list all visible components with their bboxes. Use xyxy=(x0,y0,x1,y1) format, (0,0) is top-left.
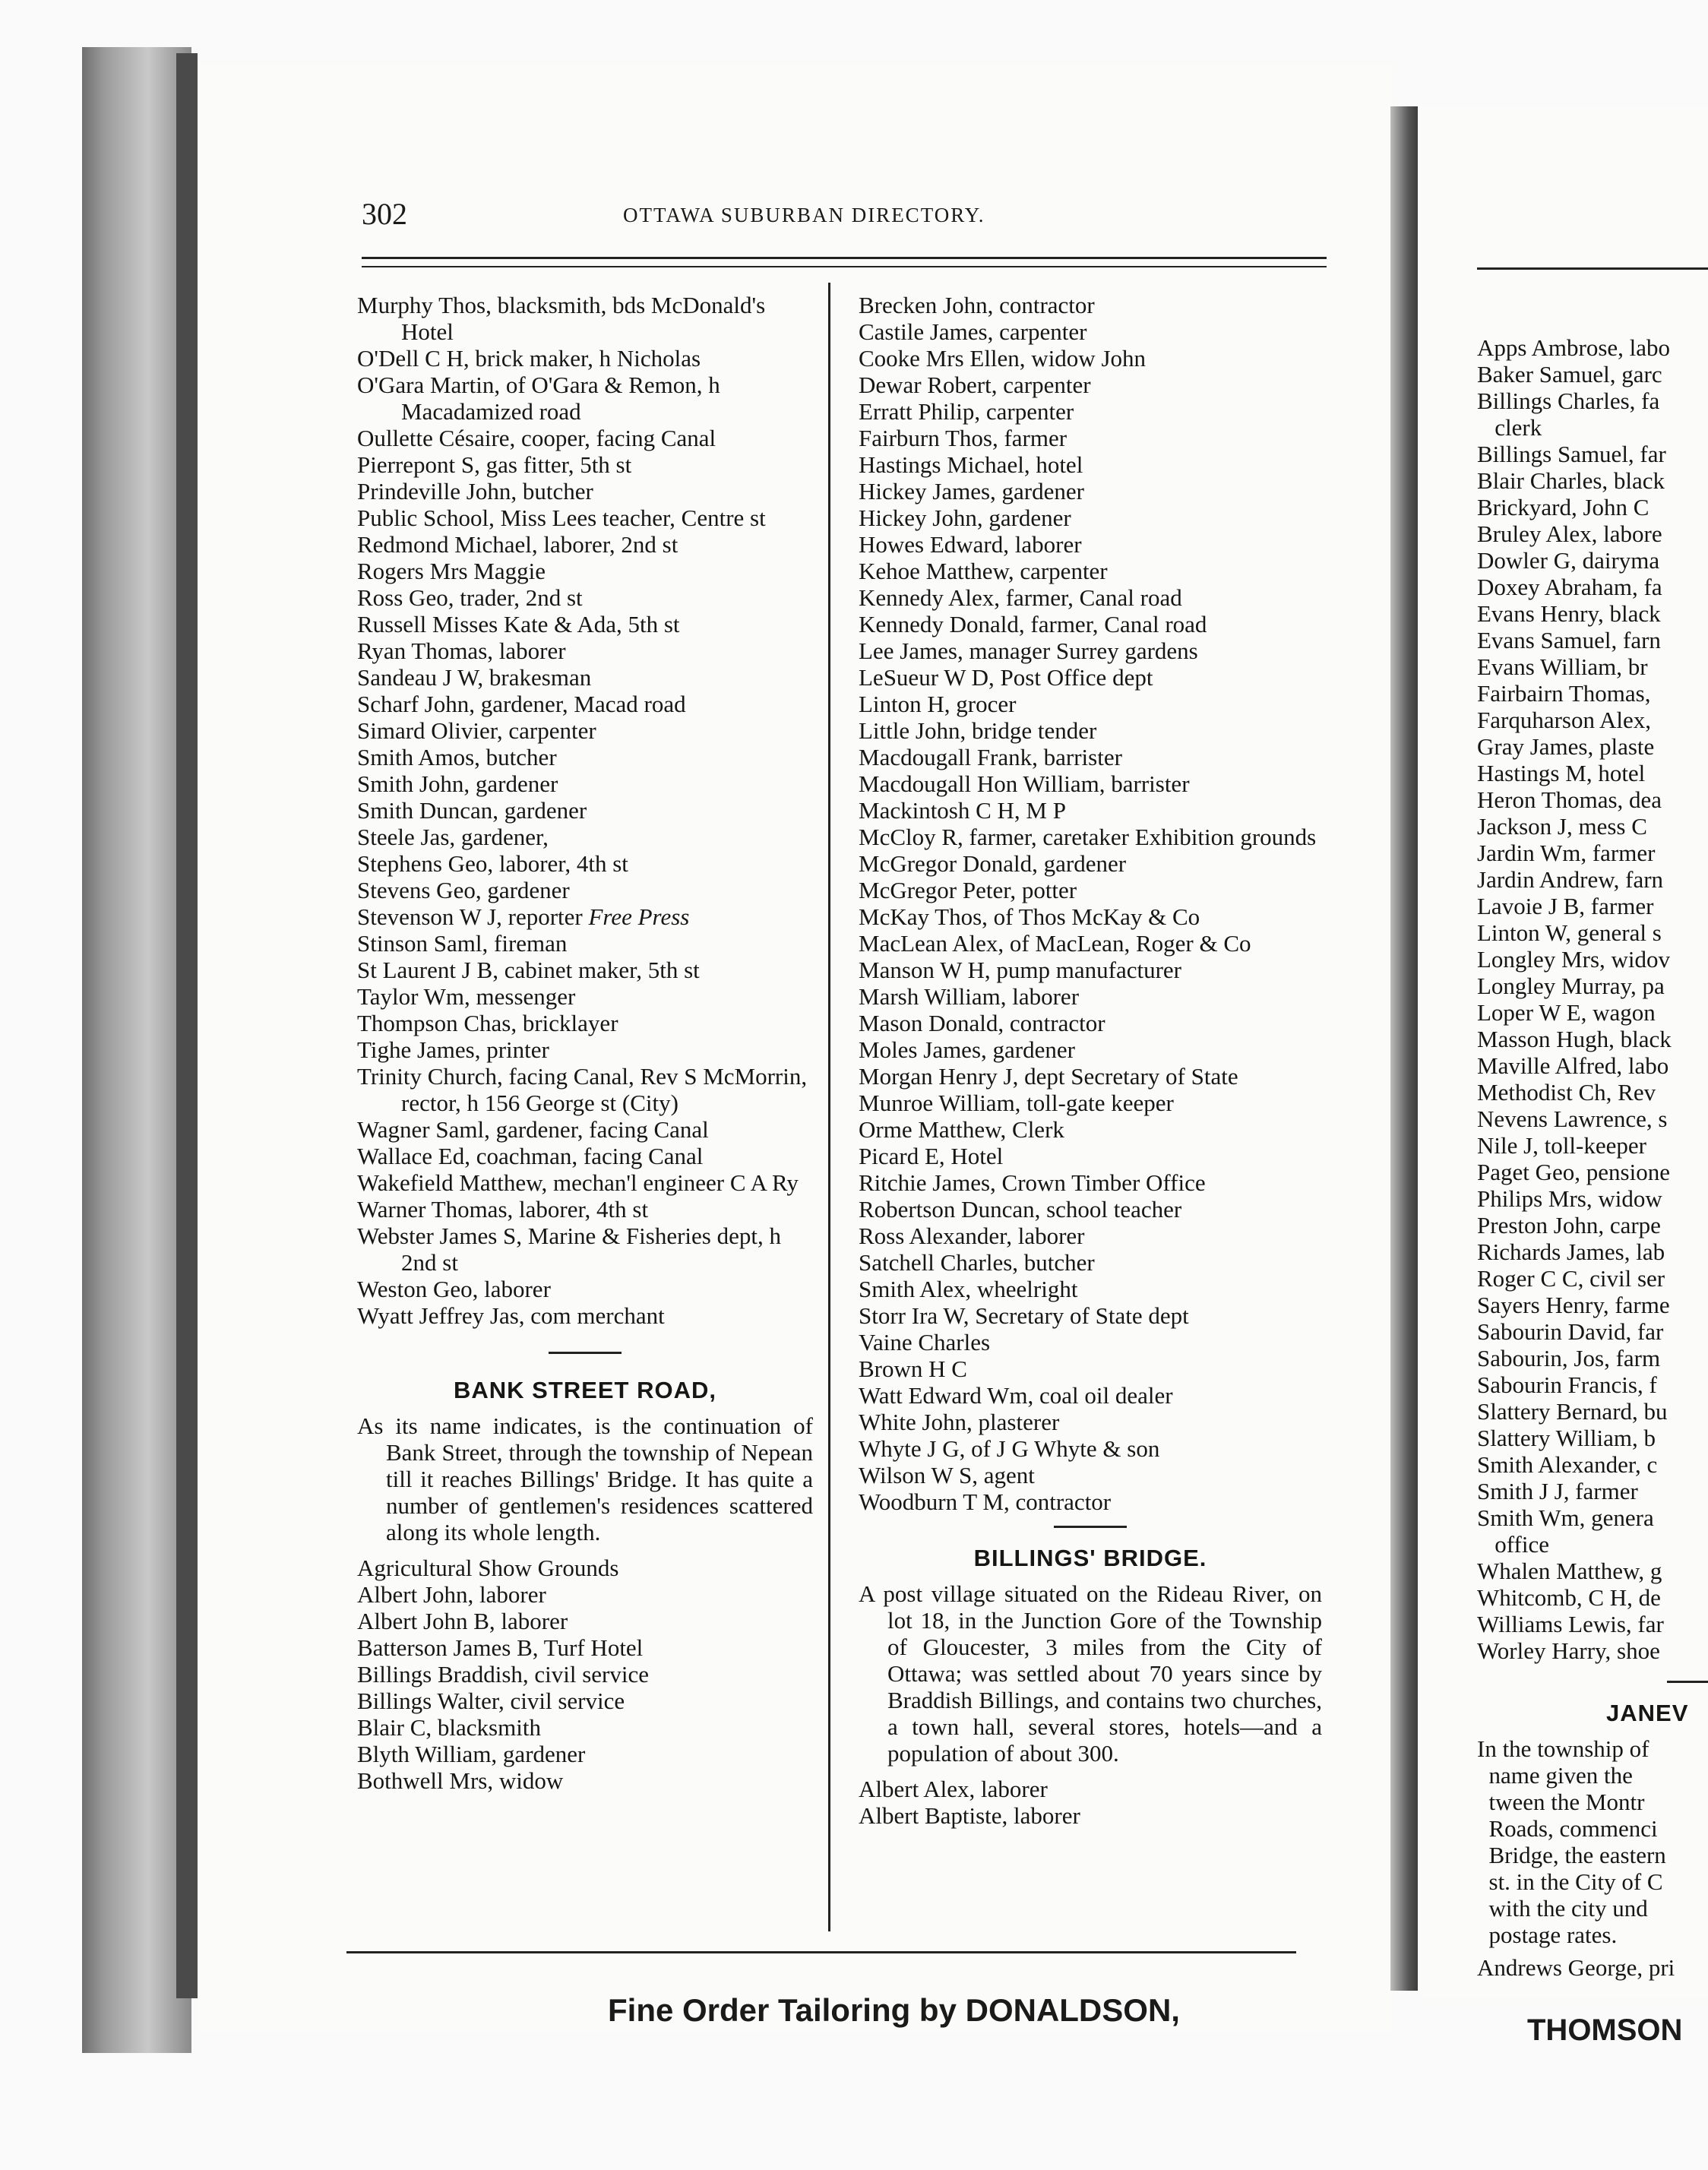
directory-entry: with the city und xyxy=(1477,1895,1648,1922)
directory-entry: Simard Olivier, carpenter xyxy=(357,717,596,744)
book-gutter xyxy=(1390,106,1421,1991)
directory-entry: Warner Thomas, laborer, 4th st xyxy=(357,1196,649,1223)
column-right-partial xyxy=(1477,334,1705,1981)
directory-entry: Kehoe Matthew, carpenter xyxy=(859,558,1108,584)
directory-entry: tween the Montr xyxy=(1477,1789,1645,1815)
directory-entry: Morgan Henry J, dept Secretary of State xyxy=(859,1063,1238,1090)
book-spine-shadow xyxy=(176,53,198,1998)
directory-entry: O'Dell C H, brick maker, h Nicholas xyxy=(357,345,701,372)
directory-entry: Ryan Thomas, laborer xyxy=(357,637,566,664)
directory-entry: McGregor Donald, gardener xyxy=(859,850,1127,877)
directory-entry: Jackson J, mess C xyxy=(1477,813,1647,840)
directory-entry: Sabourin David, far xyxy=(1477,1318,1664,1345)
footer-rule xyxy=(346,1951,1296,1953)
directory-entry: Erratt Philip, carpenter xyxy=(859,398,1074,425)
directory-entry: Billings Samuel, far xyxy=(1477,441,1666,467)
directory-entry: Fairburn Thos, farmer xyxy=(859,425,1068,451)
directory-entry: Stinson Saml, fireman xyxy=(357,930,568,957)
directory-entry: Brickyard, John C xyxy=(1477,494,1649,520)
directory-entry: Bothwell Mrs, widow xyxy=(357,1767,564,1794)
directory-entry: Steele Jas, gardener, xyxy=(357,824,549,850)
directory-entry: Billings Walter, civil service xyxy=(357,1688,625,1714)
directory-entry: Cooke Mrs Ellen, widow John xyxy=(859,345,1147,372)
page-number: 302 xyxy=(362,197,407,231)
directory-entry: Whyte J G, of J G Whyte & son xyxy=(859,1435,1160,1462)
directory-entry: Nevens Lawrence, s xyxy=(1477,1106,1668,1132)
directory-entry: postage rates. xyxy=(1477,1922,1618,1948)
directory-entry: Ross Geo, trader, 2nd st xyxy=(357,584,583,611)
directory-entry: Maville Alfred, labo xyxy=(1477,1052,1669,1079)
directory-entry: Smith John, gardener xyxy=(357,770,558,797)
directory-entry: Richards James, lab xyxy=(1477,1238,1665,1265)
directory-entry: Batterson James B, Turf Hotel xyxy=(357,1634,644,1661)
directory-entry: Hickey James, gardener xyxy=(859,478,1084,505)
directory-entry: office xyxy=(1477,1531,1549,1558)
directory-entry: Jardin Wm, farmer xyxy=(1477,840,1656,866)
directory-entry: Russell Misses Kate & Ada, 5th st xyxy=(357,611,680,637)
directory-entry: Whitcomb, C H, de xyxy=(1477,1584,1661,1611)
directory-entry: St Laurent J B, cabinet maker, 5th st xyxy=(357,957,700,983)
directory-entry: Smith Alexander, c xyxy=(1477,1451,1658,1478)
directory-entry: Dowler G, dairyma xyxy=(1477,547,1660,574)
directory-entry: Evans Samuel, farn xyxy=(1477,627,1661,653)
directory-entry: Slattery Bernard, bu xyxy=(1477,1398,1668,1425)
directory-entry: Stevens Geo, gardener xyxy=(357,877,570,903)
directory-entry: Slattery William, b xyxy=(1477,1425,1656,1451)
directory-entry: Satchell Charles, butcher xyxy=(859,1249,1095,1276)
directory-entry: Longley Murray, pa xyxy=(1477,973,1665,999)
directory-entry: Moles James, gardener xyxy=(859,1036,1075,1063)
directory-entry: Roads, commenci xyxy=(1477,1815,1658,1842)
directory-entry: Bruley Alex, labore xyxy=(1477,520,1662,547)
directory-entry: Tighe James, printer xyxy=(357,1036,549,1063)
directory-entry: Ritchie James, Crown Timber Office xyxy=(859,1169,1206,1196)
section-heading-janeville: JANEV xyxy=(1606,1700,1689,1726)
directory-entry: Worley Harry, shoe xyxy=(1477,1637,1660,1664)
directory-entry: Storr Ira W, Secretary of State dept xyxy=(859,1302,1189,1329)
directory-entry: Brecken John, contractor xyxy=(859,292,1095,318)
directory-entry: Linton H, grocer xyxy=(859,691,1017,717)
directory-entry: Philips Mrs, widow xyxy=(1477,1185,1662,1212)
directory-entry: Albert John B, laborer xyxy=(357,1608,568,1634)
section-heading-billings-bridge: BILLINGS' BRIDGE. xyxy=(973,1545,1207,1571)
directory-entry: Ross Alexander, laborer xyxy=(859,1223,1085,1249)
directory-entry: Munroe William, toll-gate keeper xyxy=(859,1090,1174,1116)
directory-entry: Masson Hugh, black xyxy=(1477,1026,1672,1052)
directory-entry: Vaine Charles xyxy=(859,1329,991,1355)
directory-entry: Castile James, carpenter xyxy=(859,318,1087,345)
directory-entry: Smith Duncan, gardener xyxy=(357,797,587,824)
directory-list-billings-bridge xyxy=(859,1776,1322,1829)
column-divider xyxy=(828,283,830,1931)
directory-entry: Woodburn T M, contractor xyxy=(859,1488,1112,1515)
directory-entry: White John, plasterer xyxy=(859,1409,1060,1435)
directory-entry: Roger C C, civil ser xyxy=(1477,1265,1665,1292)
directory-entry: Rogers Mrs Maggie xyxy=(357,558,546,584)
directory-entry: Smith Wm, genera xyxy=(1477,1504,1654,1531)
footer-advertisement: Fine Order Tailoring by DONALDSON, xyxy=(608,1992,1180,2028)
directory-entry: MacLean Alex, of MacLean, Roger & Co xyxy=(859,930,1251,957)
directory-entry: Redmond Michael, laborer, 2nd st xyxy=(357,531,678,558)
directory-entry: Prindeville John, butcher xyxy=(357,478,593,505)
directory-entry: In the township of xyxy=(1477,1735,1649,1762)
directory-list-right xyxy=(1477,334,1705,1664)
directory-entry: Thompson Chas, bricklayer xyxy=(357,1010,618,1036)
book-page-edges xyxy=(82,47,191,2053)
directory-entry: Pierrepont S, gas fitter, 5th st xyxy=(357,451,632,478)
directory-entry: Blair Charles, black xyxy=(1477,467,1665,494)
directory-entry: Blyth William, gardener xyxy=(357,1741,586,1767)
directory-entry: Smith J J, farmer xyxy=(1477,1478,1638,1504)
directory-entry: Evans Henry, black xyxy=(1477,600,1661,627)
directory-entry: Linton W, general s xyxy=(1477,919,1662,946)
directory-list-janeville xyxy=(1477,1954,1705,1981)
section-heading-bank-street: BANK STREET ROAD, xyxy=(454,1377,716,1403)
directory-entry: Public School, Miss Lees teacher, Centre st xyxy=(357,505,766,531)
directory-entry: McGregor Peter, potter xyxy=(859,877,1077,903)
directory-entry: Lavoie J B, farmer xyxy=(1477,893,1654,919)
directory-entry: Picard E, Hotel xyxy=(859,1143,1004,1169)
directory-entry: O'Gara Martin, of O'Gara & Remon, h Macadamized road xyxy=(357,372,720,425)
bank-street-description: As its name indicates, is the continuation of Bank Street, through the township of Nepean till it reaches Billings' Bridge. It has quite a number of gentlemen's residences scattered along its whole length. xyxy=(357,1412,813,1545)
directory-entry: Heron Thomas, dea xyxy=(1477,786,1662,813)
directory-entry: McKay Thos, of Thos McKay & Co xyxy=(859,903,1200,930)
directory-entry: LeSueur W D, Post Office dept xyxy=(859,664,1153,691)
directory-entry: Murphy Thos, blacksmith, bds McDonald's Hotel xyxy=(357,292,766,345)
directory-entry: Trinity Church, facing Canal, Rev S McMorrin, rector, h 156 George st (City) xyxy=(357,1063,808,1116)
directory-entry: st. in the City of C xyxy=(1477,1868,1663,1895)
right-page-header-rule xyxy=(1477,267,1708,270)
directory-entry: Albert Baptiste, laborer xyxy=(859,1802,1080,1829)
directory-entry: Sabourin, Jos, farm xyxy=(1477,1345,1661,1371)
directory-entry: Baker Samuel, garc xyxy=(1477,361,1662,388)
directory-entry: Longley Mrs, widov xyxy=(1477,946,1671,973)
directory-entry: Manson W H, pump manufacturer xyxy=(859,957,1182,983)
directory-entry: Little John, bridge tender xyxy=(859,717,1097,744)
directory-entry: Stevenson W J, reporter Free Press xyxy=(357,903,690,930)
directory-entry: Weston Geo, laborer xyxy=(357,1276,551,1302)
directory-entry: Webster James S, Marine & Fisheries dept, h 2nd st xyxy=(357,1223,781,1276)
directory-entry: Farquharson Alex, xyxy=(1477,707,1652,733)
directory-entry: Smith Amos, butcher xyxy=(357,744,557,770)
directory-entry: Kennedy Alex, farmer, Canal road xyxy=(859,584,1182,611)
directory-entry: Marsh William, laborer xyxy=(859,983,1080,1010)
directory-entry: Methodist Ch, Rev xyxy=(1477,1079,1656,1106)
directory-entry: Hickey John, gardener xyxy=(859,505,1071,531)
column-left xyxy=(357,292,813,1794)
directory-entry: Agricultural Show Grounds xyxy=(357,1555,619,1581)
footer-advertisement-right: THOMSON xyxy=(1527,2013,1683,2047)
directory-entry: Mackintosh C H, M P xyxy=(859,797,1066,824)
newspaper-name: Free Press xyxy=(588,903,690,930)
directory-entry: Dewar Robert, carpenter xyxy=(859,372,1091,398)
directory-entry: Smith Alex, wheelright xyxy=(859,1276,1078,1302)
directory-entry: Kennedy Donald, farmer, Canal road xyxy=(859,611,1207,637)
directory-entry: Wakefield Matthew, mechan'l engineer C A Ry xyxy=(357,1169,799,1196)
billings-bridge-description: A post village situated on the Rideau River, on lot 18, in the Junction Gore of the Township of Gloucester, 3 miles from the City of Ottawa; was settled about 70 years since by Braddish Billings, and contains two churches, a town hall, several stores, hotels—and a population of about 300. xyxy=(859,1580,1322,1767)
section-divider xyxy=(1054,1526,1127,1528)
directory-entry: Preston John, carpe xyxy=(1477,1212,1661,1238)
directory-entry: Wallace Ed, coachman, facing Canal xyxy=(357,1143,704,1169)
directory-entry: Macdougall Hon William, barrister xyxy=(859,770,1190,797)
directory-entry: Mason Donald, contractor xyxy=(859,1010,1105,1036)
directory-entry: Macdougall Frank, barrister xyxy=(859,744,1122,770)
directory-entry: Doxey Abraham, fa xyxy=(1477,574,1662,600)
directory-entry: Billings Charles, fa xyxy=(1477,388,1660,414)
directory-entry: Scharf John, gardener, Macad road xyxy=(357,691,686,717)
directory-entry: clerk xyxy=(1477,414,1542,441)
directory-entry: Sandeau J W, brakesman xyxy=(357,664,592,691)
directory-list-left xyxy=(357,292,813,1329)
directory-entry: Oullette Césaire, cooper, facing Canal xyxy=(357,425,716,451)
directory-entry: Williams Lewis, far xyxy=(1477,1611,1664,1637)
directory-list-middle xyxy=(859,292,1322,1515)
directory-entry: Sayers Henry, farme xyxy=(1477,1292,1670,1318)
directory-entry: Fairbairn Thomas, xyxy=(1477,680,1651,707)
directory-entry: Paget Geo, pensione xyxy=(1477,1159,1670,1185)
directory-entry: Orme Matthew, Clerk xyxy=(859,1116,1064,1143)
janeville-description xyxy=(1477,1735,1705,1948)
directory-entry: Evans William, br xyxy=(1477,653,1648,680)
directory-entry: Bridge, the eastern xyxy=(1477,1842,1666,1868)
directory-list-bank-street xyxy=(357,1555,813,1794)
directory-entry: Robertson Duncan, school teacher xyxy=(859,1196,1182,1223)
directory-entry: McCloy R, farmer, caretaker Exhibition grounds xyxy=(859,824,1317,850)
directory-entry: Wagner Saml, gardener, facing Canal xyxy=(357,1116,709,1143)
directory-entry: Albert Alex, laborer xyxy=(859,1776,1048,1802)
directory-entry: Sabourin Francis, f xyxy=(1477,1371,1657,1398)
directory-entry: Gray James, plaste xyxy=(1477,733,1655,760)
directory-entry: Andrews George, pri xyxy=(1477,1954,1675,1981)
directory-entry: Nile J, toll-keeper xyxy=(1477,1132,1646,1159)
directory-entry: Wilson W S, agent xyxy=(859,1462,1035,1488)
running-head: OTTAWA SUBURBAN DIRECTORY. xyxy=(623,204,985,226)
directory-entry: name given the xyxy=(1477,1762,1633,1789)
directory-entry: Apps Ambrose, labo xyxy=(1477,334,1671,361)
section-divider xyxy=(1667,1681,1708,1683)
directory-entry: Whalen Matthew, g xyxy=(1477,1558,1662,1584)
directory-entry: Watt Edward Wm, coal oil dealer xyxy=(859,1382,1173,1409)
directory-entry: Wyatt Jeffrey Jas, com merchant xyxy=(357,1302,665,1329)
directory-entry: Lee James, manager Surrey gardens xyxy=(859,637,1198,664)
directory-entry: Billings Braddish, civil service xyxy=(357,1661,650,1688)
directory-entry: Howes Edward, laborer xyxy=(859,531,1082,558)
section-divider xyxy=(549,1352,622,1354)
directory-entry: Hastings M, hotel xyxy=(1477,760,1646,786)
directory-entry: Taylor Wm, messenger xyxy=(357,983,576,1010)
directory-entry: Hastings Michael, hotel xyxy=(859,451,1083,478)
header-rule xyxy=(362,257,1327,259)
directory-entry: Brown H C xyxy=(859,1355,967,1382)
directory-entry: Loper W E, wagon xyxy=(1477,999,1656,1026)
directory-entry: Jardin Andrew, farn xyxy=(1477,866,1664,893)
directory-entry: Albert John, laborer xyxy=(357,1581,546,1608)
directory-entry: Stephens Geo, laborer, 4th st xyxy=(357,850,628,877)
directory-entry: Blair C, blacksmith xyxy=(357,1714,541,1741)
header-rule-thin xyxy=(362,266,1327,267)
column-middle xyxy=(859,292,1322,1829)
